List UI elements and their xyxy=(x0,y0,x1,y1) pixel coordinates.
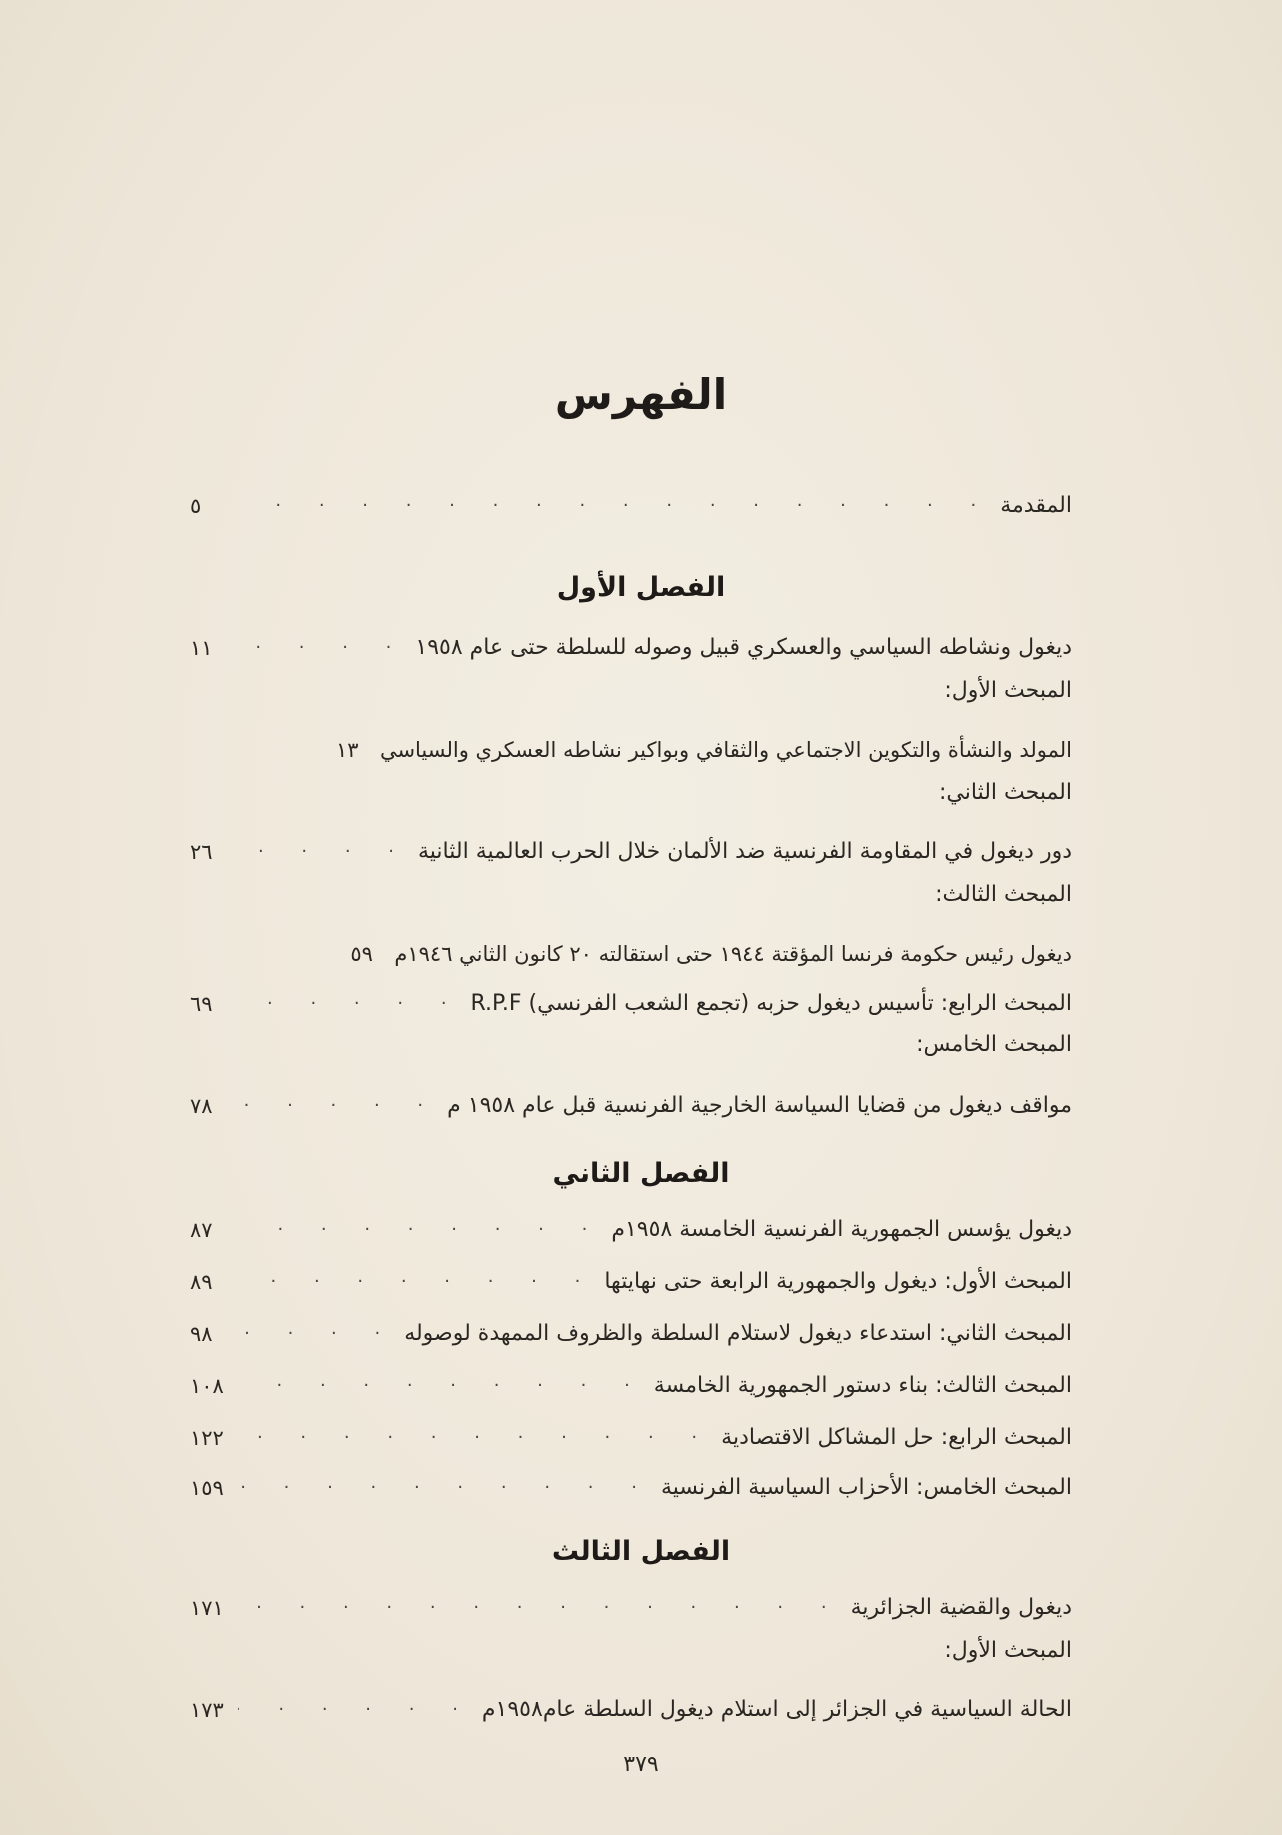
toc-entry-ch2-s3[interactable] xyxy=(190,1358,1072,1398)
toc-entry-text: المبحث الرابع: حل المشاكل الاقتصادية xyxy=(721,1425,1072,1450)
toc-page-number: ٨٧ xyxy=(190,1218,213,1242)
page-title: الفهرس xyxy=(554,370,728,419)
dot-leader xyxy=(238,1422,713,1444)
dot-leader xyxy=(238,1370,646,1392)
toc-entry-text: المقدمة xyxy=(1000,493,1072,518)
toc-entry-text: الحالة السياسية في الجزائر إلى استلام ديغول السلطة عام١٩٥٨م xyxy=(481,1697,1072,1722)
toc-page-number: ١٧٣ xyxy=(190,1698,224,1722)
dot-leader xyxy=(238,632,407,654)
chapter-2-heading: الفصل الثاني xyxy=(552,1158,730,1189)
toc-entry-ch1-s4[interactable] xyxy=(190,976,1072,1016)
toc-entry-text: المبحث الرابع: تأسيس ديغول حزبه (تجمع الشعب الفرنسي) R.P.F xyxy=(470,991,1072,1016)
toc-entry-text: مواقف ديغول من قضايا السياسة الخارجية الفرنسية قبل عام ١٩٥٨ م xyxy=(447,1093,1072,1118)
toc-entry-ch2-s5[interactable] xyxy=(190,1460,1072,1500)
dot-leader xyxy=(238,1214,603,1236)
toc-entry-text: دور ديغول في المقاومة الفرنسية ضد الألمان خلال الحرب العالمية الثانية xyxy=(418,839,1072,864)
section-label-ch1-s1: المبحث الأول: xyxy=(944,678,1072,703)
toc-entry-intro[interactable] xyxy=(190,478,1072,518)
toc-entry-ch3-main[interactable] xyxy=(190,1580,1072,1620)
dot-leader xyxy=(238,1694,474,1716)
toc-page-number: ١٢٢ xyxy=(190,1426,224,1450)
toc-entry-ch2-s2[interactable] xyxy=(190,1306,1072,1346)
toc-entry-ch1-s1[interactable] xyxy=(190,722,1072,762)
chapter-1-heading: الفصل الأول xyxy=(556,572,726,603)
dot-leader xyxy=(238,1592,843,1614)
toc-entry-text: المبحث الثالث: بناء دستور الجمهورية الخامسة xyxy=(653,1373,1072,1398)
toc-entry-text: ديغول يؤسس الجمهورية الفرنسية الخامسة ١٩٥٨م xyxy=(611,1217,1072,1242)
toc-entry-text: المبحث الخامس: الأحزاب السياسية الفرنسية xyxy=(660,1475,1072,1500)
toc-page-number: ١٣ xyxy=(335,738,359,762)
toc-entry-text: ديغول رئيس حكومة فرنسا المؤقتة ١٩٤٤ حتى استقالته ٢٠ كانون الثاني ١٩٤٦م xyxy=(394,942,1072,966)
chapter-3-heading: الفصل الثالث xyxy=(551,1536,731,1567)
toc-entry-text: المبحث الثاني: استدعاء ديغول لاستلام السلطة والظروف الممهدة لوصوله xyxy=(404,1321,1072,1346)
section-label-ch3-s1: المبحث الأول: xyxy=(944,1638,1072,1663)
toc-entry-ch1-s5[interactable] xyxy=(190,1078,1072,1118)
toc-entry-ch1-s3[interactable] xyxy=(190,926,1072,966)
toc-entry-ch1-main[interactable] xyxy=(190,620,1072,660)
toc-page-number: ١١ xyxy=(190,636,213,660)
toc-entry-ch3-s1[interactable] xyxy=(190,1682,1072,1722)
toc-page-number: ٢٦ xyxy=(190,840,213,864)
toc-page-number: ١٠٨ xyxy=(190,1374,224,1398)
toc-page-number: ١٥٩ xyxy=(190,1476,224,1500)
toc-entry-ch2-s1[interactable] xyxy=(190,1254,1072,1294)
dot-leader xyxy=(238,1318,396,1340)
toc-entry-text: المولد والنشأة والتكوين الاجتماعي والثقافي وبواكير نشاطه العسكري والسياسي xyxy=(379,738,1072,762)
toc-entry-text: المبحث الأول: ديغول والجمهورية الرابعة حتى نهايتها xyxy=(604,1269,1072,1294)
section-label-ch1-s3: المبحث الثالث: xyxy=(935,882,1072,907)
dot-leader xyxy=(238,988,463,1010)
toc-entry-ch2-main[interactable] xyxy=(190,1202,1072,1242)
toc-page-number: ٦٩ xyxy=(190,992,213,1016)
dot-leader xyxy=(238,1266,596,1288)
toc-page-number: ٥٩ xyxy=(350,942,373,966)
toc-page-number: ٥ xyxy=(190,494,202,518)
toc-entry-ch1-s2[interactable] xyxy=(190,824,1072,864)
toc-entry-text: ديغول والقضية الجزائرية xyxy=(850,1595,1072,1620)
toc-page-number: ٨٩ xyxy=(190,1270,213,1294)
toc-page-number: ١٧١ xyxy=(190,1596,224,1620)
dot-leader xyxy=(238,490,992,512)
toc-page-number: ٩٨ xyxy=(190,1322,213,1346)
toc-entry-ch2-s4[interactable] xyxy=(190,1410,1072,1450)
section-label-ch1-s2: المبحث الثاني: xyxy=(939,780,1072,805)
section-label-ch1-s5: المبحث الخامس: xyxy=(916,1032,1072,1057)
dot-leader xyxy=(238,1090,439,1112)
toc-entry-text: ديغول ونشاطه السياسي والعسكري قبيل وصوله للسلطة حتى عام ١٩٥٨ xyxy=(415,635,1072,660)
dot-leader xyxy=(238,836,410,858)
dot-leader xyxy=(238,1472,653,1494)
page-number: ٣٧٩ xyxy=(623,1752,659,1777)
toc-page-number: ٧٨ xyxy=(190,1094,213,1118)
